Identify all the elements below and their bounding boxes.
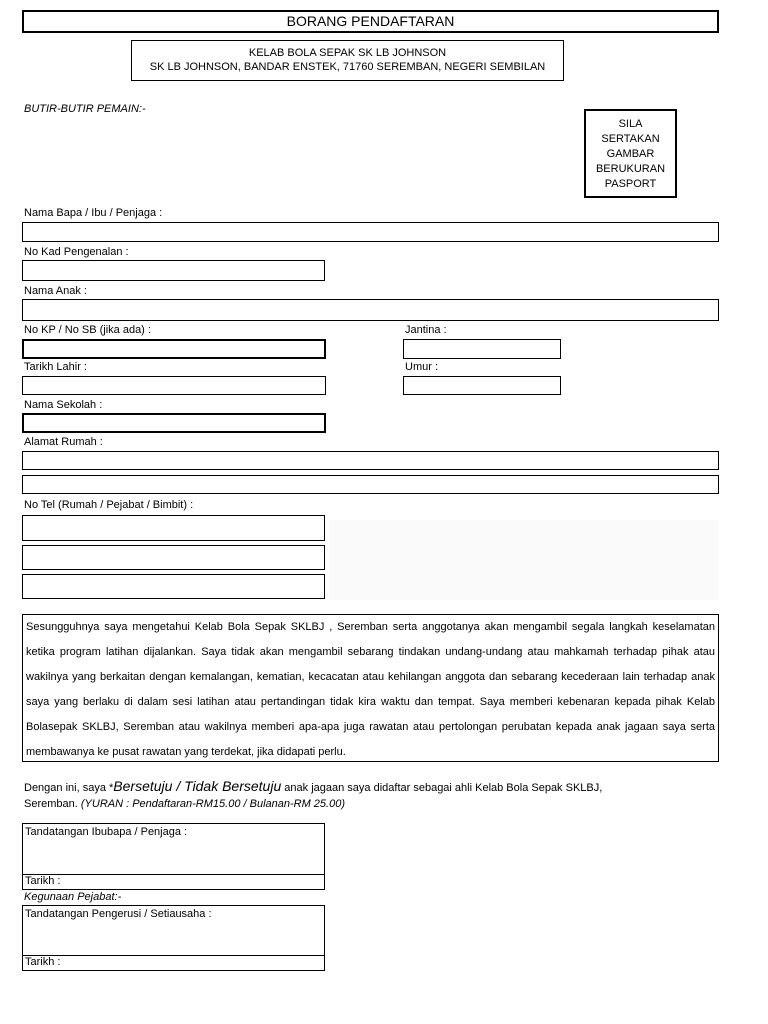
photo-text-line: SILA <box>618 118 643 130</box>
phone-field-2[interactable] <box>22 545 325 570</box>
office-use-heading: Kegunaan Pejabat:- <box>24 891 122 903</box>
parent-signature-area[interactable] <box>23 824 324 875</box>
address-field-line2[interactable] <box>22 475 719 494</box>
parent-name-field[interactable] <box>22 222 719 242</box>
parent-name-label: Nama Bapa / Ibu / Penjaga : <box>24 207 163 219</box>
office-signature-area[interactable] <box>23 906 324 956</box>
address-label: Alamat Rumah : <box>24 436 103 448</box>
declaration-text: Sesungguhnya saya mengetahui Kelab Bola Sepak SKLBJ , Seremban serta anggotanya akan mengambil segala langkah keselamatan ketika program latihan dijalankan. Saya tidak akan mengambil sebarang tindakan undang-undang atau mahkamah terhadap pihak atau wakilnya yang berkaitan dengan kemalangan, kematian, kecacatan atau kehilangan anggota dan sebarang kecederaan lain terhadap anak saya yang berlaku di dalam sesi latihan atau pertandingan tidak kira waktu dan tempat. Saya memberi kebenaran kepada pihak Kelab Bolasepak SKLBJ, Seremban atau wakilnya memberi apa-apa juga rawatan atau pertolongan perubatan kepada anak jagaan saya serta membawanya ke pusat rawatan yang terdekat, jika didapati perlu. <box>22 614 719 762</box>
gender-field[interactable] <box>403 339 561 359</box>
club-name: KELAB BOLA SEPAK SK LB JOHNSON <box>248 47 447 59</box>
photo-text-line: GAMBAR <box>606 148 655 160</box>
fee-info: (YURAN : Pendaftaran-RM15.00 / Bulanan-RM 25.00) <box>80 798 345 810</box>
club-header <box>131 40 564 81</box>
phone-field-1[interactable] <box>22 515 325 541</box>
office-signature-label: Tandatangan Pengerusi / Setiausaha : <box>25 908 212 920</box>
form-title: BORANG PENDAFTARAN <box>22 10 719 33</box>
gender-label: Jantina : <box>405 324 447 336</box>
parent-date-label: Tarikh : <box>25 875 61 887</box>
agreement-line2: Seremban. <box>24 798 81 810</box>
agreement-statement <box>24 778 714 812</box>
age-label: Umur : <box>405 361 438 373</box>
ic-number-label: No Kad Pengenalan : <box>24 246 129 258</box>
shaded-area <box>330 520 718 600</box>
agreement-suffix: anak jagaan saya didaftar sebagai ahli Kelab Bola Sepak SKLBJ, <box>281 782 603 794</box>
age-field[interactable] <box>403 376 561 395</box>
kp-sb-label: No KP / No SB (jika ada) : <box>24 324 151 336</box>
child-name-field[interactable] <box>22 299 719 321</box>
dob-field[interactable] <box>22 376 326 395</box>
office-signature-box[interactable] <box>22 905 325 971</box>
photo-text-line: SERTAKAN <box>601 133 660 145</box>
school-field[interactable] <box>22 413 326 433</box>
photo-placeholder[interactable] <box>584 109 677 198</box>
phone-field-3[interactable] <box>22 574 325 599</box>
child-name-label: Nama Anak : <box>24 285 87 297</box>
school-label: Nama Sekolah : <box>24 399 103 411</box>
ic-number-field[interactable] <box>22 260 325 281</box>
office-date-label: Tarikh : <box>25 956 61 968</box>
parent-signature-label: Tandatangan Ibubapa / Penjaga : <box>25 826 188 838</box>
dob-label: Tarikh Lahir : <box>24 361 87 373</box>
section-player-heading: BUTIR-BUTIR PEMAIN:- <box>24 103 146 115</box>
parent-signature-box[interactable] <box>22 823 325 890</box>
phone-label: No Tel (Rumah / Pejabat / Bimbit) : <box>24 499 194 511</box>
kp-sb-field[interactable] <box>22 339 326 359</box>
address-field-line1[interactable] <box>22 451 719 470</box>
photo-text-line: BERUKURAN <box>595 163 666 175</box>
agreement-prefix: Dengan ini, saya * <box>24 782 114 794</box>
photo-text-line: PASPORT <box>604 178 657 190</box>
club-address: SK LB JOHNSON, BANDAR ENSTEK, 71760 SEREMBAN, NEGERI SEMBILAN <box>149 61 546 73</box>
agreement-choice[interactable]: Bersetuju / Tidak Bersetuju <box>113 778 282 794</box>
